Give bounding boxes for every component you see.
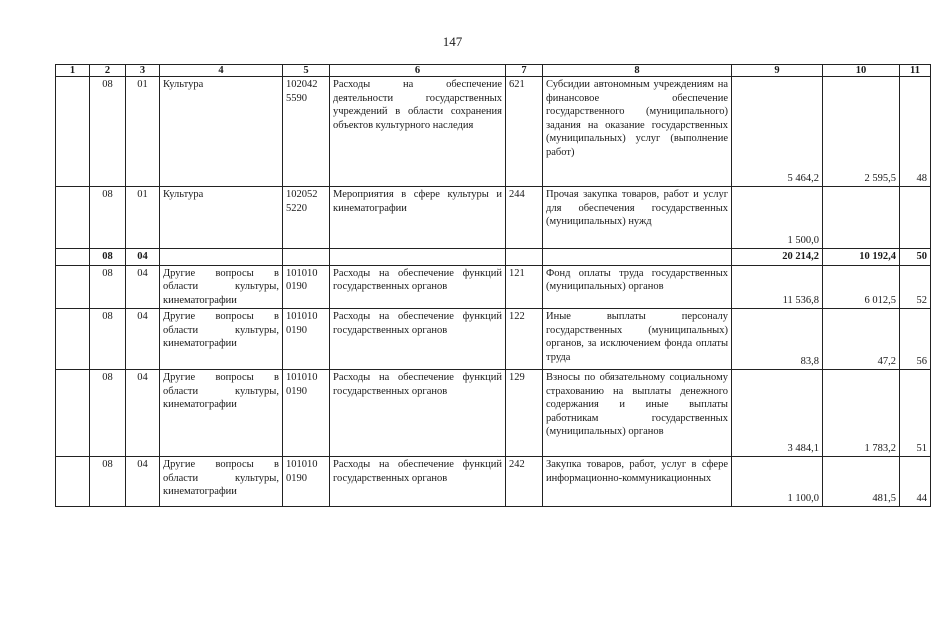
section-code-cell: 08: [90, 77, 126, 187]
executed-amount-cell: 10 192,4: [823, 249, 900, 266]
column-header: 10: [823, 65, 900, 77]
executed-amount-cell: [823, 187, 900, 249]
target-article-name-cell: Мероприятия в сфере культуры и кинематографии: [330, 187, 506, 249]
expense-type-cell: 122: [506, 309, 543, 370]
section-code-cell: 08: [90, 309, 126, 370]
column-header: 5: [283, 65, 330, 77]
section-name-cell: Другие вопросы в области культуры, кинематографии: [160, 457, 283, 507]
row-marker-cell: [56, 370, 90, 457]
section-name-cell: Культура: [160, 77, 283, 187]
expense-type-name-cell: Фонд оплаты труда государственных (муниципальных) органов: [543, 265, 732, 309]
planned-amount-cell: 11 536,8: [732, 265, 823, 309]
column-header: 7: [506, 65, 543, 77]
budget-table: [55, 64, 931, 507]
target-article-cell: 102052 5220: [283, 187, 330, 249]
executed-amount-cell: 47,2: [823, 309, 900, 370]
subsection-code-cell: 04: [126, 309, 160, 370]
table-row: [56, 370, 931, 457]
section-code-cell: 08: [90, 370, 126, 457]
section-code-cell: 08: [90, 265, 126, 309]
target-article-name-cell: [330, 249, 506, 266]
section-code-cell: 08: [90, 249, 126, 266]
subsection-code-cell: 04: [126, 265, 160, 309]
page-number: 147: [442, 34, 463, 49]
planned-amount-cell: 20 214,2: [732, 249, 823, 266]
row-marker-cell: [56, 249, 90, 266]
column-header: 3: [126, 65, 160, 77]
target-article-cell: 101010 0190: [283, 309, 330, 370]
row-marker-cell: [56, 457, 90, 507]
executed-amount-cell: 1 783,2: [823, 370, 900, 457]
planned-amount-cell: 1 100,0: [732, 457, 823, 507]
executed-amount-cell: 6 012,5: [823, 265, 900, 309]
target-article-name-cell: Расходы на обеспечение функций государственных органов: [330, 457, 506, 507]
column-header: 6: [330, 65, 506, 77]
header-row: [56, 65, 931, 77]
expense-type-cell: 129: [506, 370, 543, 457]
expense-type-name-cell: Субсидии автономным учреждениям на финансовое обеспечение государственного (муниципального) задания на оказание государственных (муниципальных) услуг (выполнение работ): [543, 77, 732, 187]
executed-amount-cell: 2 595,5: [823, 77, 900, 187]
execution-percent-cell: 52: [900, 265, 931, 309]
target-article-cell: 101010 0190: [283, 265, 330, 309]
execution-percent-cell: 44: [900, 457, 931, 507]
row-marker-cell: [56, 265, 90, 309]
table-row: [56, 187, 931, 249]
planned-amount-cell: 5 464,2: [732, 77, 823, 187]
execution-percent-cell: 48: [900, 77, 931, 187]
target-article-cell: [283, 249, 330, 266]
execution-percent-cell: 56: [900, 309, 931, 370]
expense-type-cell: 621: [506, 77, 543, 187]
table-row: [56, 457, 931, 507]
planned-amount-cell: 3 484,1: [732, 370, 823, 457]
expense-type-cell: 121: [506, 265, 543, 309]
expense-type-name-cell: Иные выплаты персоналу государственных (муниципальных) органов, за исключением фонда оплаты труда: [543, 309, 732, 370]
target-article-cell: 101010 0190: [283, 457, 330, 507]
table-row: [56, 265, 931, 309]
executed-amount-cell: 481,5: [823, 457, 900, 507]
table-row: [56, 77, 931, 187]
subsection-code-cell: 01: [126, 77, 160, 187]
execution-percent-cell: 50: [900, 249, 931, 266]
expense-type-name-cell: Закупка товаров, работ, услуг в сфере информационно-коммуникационных: [543, 457, 732, 507]
planned-amount-cell: 1 500,0: [732, 187, 823, 249]
subtotal-row: [56, 249, 931, 266]
expense-type-name-cell: Взносы по обязательному социальному страхованию на выплаты денежного содержания и иные выплаты работникам государственных (муниципальных) органов: [543, 370, 732, 457]
target-article-name-cell: Расходы на обеспечение функций государственных органов: [330, 265, 506, 309]
subsection-code-cell: 04: [126, 249, 160, 266]
target-article-name-cell: Расходы на обеспечение деятельности государственных учреждений в области сохранения объектов культурного наследия: [330, 77, 506, 187]
target-article-cell: 101010 0190: [283, 370, 330, 457]
row-marker-cell: [56, 187, 90, 249]
section-name-cell: Другие вопросы в области культуры, кинематографии: [160, 370, 283, 457]
planned-amount-cell: 83,8: [732, 309, 823, 370]
table-row: [56, 309, 931, 370]
section-name-cell: Другие вопросы в области культуры, кинематографии: [160, 265, 283, 309]
row-marker-cell: [56, 309, 90, 370]
row-marker-cell: [56, 77, 90, 187]
execution-percent-cell: 51: [900, 370, 931, 457]
subsection-code-cell: 01: [126, 187, 160, 249]
target-article-cell: 102042 5590: [283, 77, 330, 187]
subsection-code-cell: 04: [126, 370, 160, 457]
column-header: 9: [732, 65, 823, 77]
column-header: 1: [56, 65, 90, 77]
section-name-cell: [160, 249, 283, 266]
column-header: 2: [90, 65, 126, 77]
expense-type-cell: 242: [506, 457, 543, 507]
table-body: [56, 77, 931, 507]
section-code-cell: 08: [90, 187, 126, 249]
subsection-code-cell: 04: [126, 457, 160, 507]
expense-type-cell: 244: [506, 187, 543, 249]
expense-type-name-cell: Прочая закупка товаров, работ и услуг для обеспечения государственных (муниципальных) нужд: [543, 187, 732, 249]
execution-percent-cell: [900, 187, 931, 249]
target-article-name-cell: Расходы на обеспечение функций государственных органов: [330, 370, 506, 457]
section-code-cell: 08: [90, 457, 126, 507]
column-header: 8: [543, 65, 732, 77]
expense-type-cell: [506, 249, 543, 266]
section-name-cell: Другие вопросы в области культуры, кинематографии: [160, 309, 283, 370]
target-article-name-cell: Расходы на обеспечение функций государственных органов: [330, 309, 506, 370]
expense-type-name-cell: [543, 249, 732, 266]
section-name-cell: Культура: [160, 187, 283, 249]
column-header: 4: [160, 65, 283, 77]
column-header: 11: [900, 65, 931, 77]
